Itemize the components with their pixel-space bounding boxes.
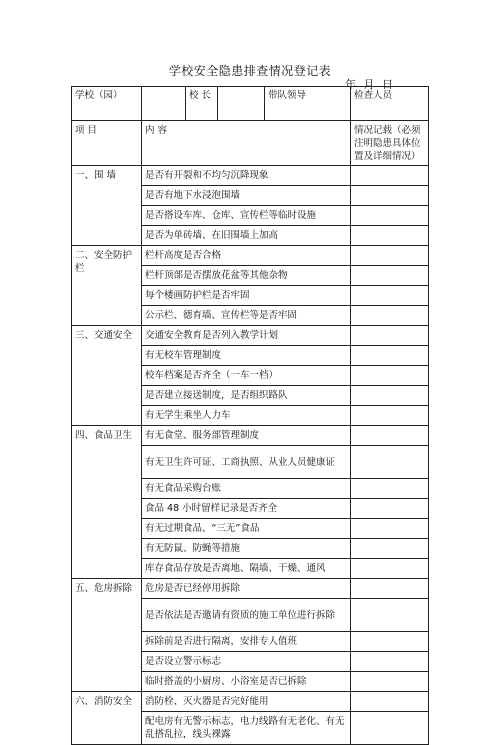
record-cell[interactable] xyxy=(351,166,429,186)
record-cell[interactable] xyxy=(351,186,429,206)
column-header-content: 内 容 xyxy=(142,121,351,166)
check-item: 危房是否已经停用拆除 xyxy=(142,579,351,599)
check-item: 有无学生乘坐人力车 xyxy=(142,406,351,426)
record-cell[interactable] xyxy=(351,539,429,559)
record-cell[interactable] xyxy=(351,226,429,246)
column-header-record: 情况记载（必须注明隐患具体位置及详细情况） xyxy=(351,121,429,166)
section-name: 五、危房拆除 xyxy=(72,579,142,692)
check-item: 临时搭盖的小厨房、小浴室是否已拆除 xyxy=(142,672,351,692)
check-item: 是否有地下水浸泡围墙 xyxy=(142,186,351,206)
table-row xyxy=(72,166,429,186)
check-item: 有无校车管理制度 xyxy=(142,346,351,366)
section-name: 三、交通安全 xyxy=(72,326,142,426)
check-item: 有无卫生许可证、工商执照、从业人员健康证 xyxy=(142,446,351,479)
column-header-row xyxy=(72,121,429,166)
record-cell[interactable] xyxy=(351,446,429,479)
record-cell[interactable] xyxy=(351,286,429,306)
check-item: 有无过期食品、“三无”食品 xyxy=(142,519,351,539)
check-item: 栏杆顶部是否摆放花盆等其他杂物 xyxy=(142,266,351,286)
leader-cell[interactable] xyxy=(265,87,351,121)
record-cell[interactable] xyxy=(351,559,429,579)
principal-value[interactable] xyxy=(218,87,265,121)
check-item: 配电房有无警示标志，电力线路有无老化、有无乱搭乱拉，线头裸露 xyxy=(142,712,351,745)
record-cell[interactable] xyxy=(351,672,429,692)
check-item: 校车档案是否齐全（一车一档） xyxy=(142,366,351,386)
inspector-label: 检查人员 xyxy=(354,90,393,101)
check-item: 有无防鼠、防蝇等措施 xyxy=(142,539,351,559)
principal-label: 校 长 xyxy=(186,87,218,121)
check-item: 公示栏、德育墙、宣传栏等是否牢固 xyxy=(142,306,351,326)
check-item: 是否建立接送制度，是否组织路队 xyxy=(142,386,351,406)
check-item: 是否设立警示标志 xyxy=(142,652,351,672)
check-item: 是否为单砖墙、在旧围墙上加高 xyxy=(142,226,351,246)
check-item: 是否有开裂和不均匀沉降现象 xyxy=(142,166,351,186)
check-item: 栏杆高度是否合格 xyxy=(142,246,351,266)
table-row xyxy=(72,692,429,712)
record-cell[interactable] xyxy=(351,632,429,652)
leader-label: 带队领导 xyxy=(268,90,307,101)
table-row xyxy=(72,579,429,599)
check-item: 有无食品采购台账 xyxy=(142,479,351,499)
record-cell[interactable] xyxy=(351,519,429,539)
record-cell[interactable] xyxy=(351,346,429,366)
check-item: 每个楼画防护栏是否牢固 xyxy=(142,286,351,306)
school-value[interactable] xyxy=(142,87,186,121)
section-name: 六、消防安全 xyxy=(72,692,142,745)
table-row xyxy=(72,426,429,446)
record-cell[interactable] xyxy=(351,579,429,599)
school-label: 学校（园） xyxy=(72,87,142,121)
record-cell[interactable] xyxy=(351,366,429,386)
record-cell[interactable] xyxy=(351,652,429,672)
record-cell[interactable] xyxy=(351,266,429,286)
inspector-cell[interactable] xyxy=(351,87,429,121)
inspection-table xyxy=(71,86,429,745)
table-row xyxy=(72,326,429,346)
check-item: 是否搭设车库、仓库、宣传栏等临时设施 xyxy=(142,206,351,226)
record-cell[interactable] xyxy=(351,306,429,326)
record-cell[interactable] xyxy=(351,479,429,499)
record-cell[interactable] xyxy=(351,499,429,519)
check-item: 交通安全教育是否列入教学计划 xyxy=(142,326,351,346)
form-title: 学校安全隐患排查情况登记表 xyxy=(168,64,332,78)
record-cell[interactable] xyxy=(351,386,429,406)
check-item: 库存食品存放是否离地、隔墙、干燥、通风 xyxy=(142,559,351,579)
record-cell[interactable] xyxy=(351,326,429,346)
record-cell[interactable] xyxy=(351,692,429,712)
record-cell[interactable] xyxy=(351,246,429,266)
section-name: 二、安全防护栏 xyxy=(72,246,142,326)
record-cell[interactable] xyxy=(351,426,429,446)
header-row xyxy=(72,87,429,121)
record-cell[interactable] xyxy=(351,599,429,632)
check-item: 有无食堂、服务部管理制度 xyxy=(142,426,351,446)
section-name: 四、食品卫生 xyxy=(72,426,142,579)
record-cell[interactable] xyxy=(351,406,429,426)
check-item: 是否依法是否邀请有资质的施工单位进行拆除 xyxy=(142,599,351,632)
check-item: 消防栓、灭火器是否完好能用 xyxy=(142,692,351,712)
record-cell[interactable] xyxy=(351,712,429,745)
record-cell[interactable] xyxy=(351,206,429,226)
check-item: 拆除前是否进行隔离，安排专人值班 xyxy=(142,632,351,652)
date-label: 年 月 日 xyxy=(345,78,395,91)
table-row xyxy=(72,246,429,266)
column-header-item: 项 目 xyxy=(72,121,142,166)
check-item: 食品 48 小时留样记录是否齐全 xyxy=(142,499,351,519)
section-name: 一、围 墙 xyxy=(72,166,142,246)
